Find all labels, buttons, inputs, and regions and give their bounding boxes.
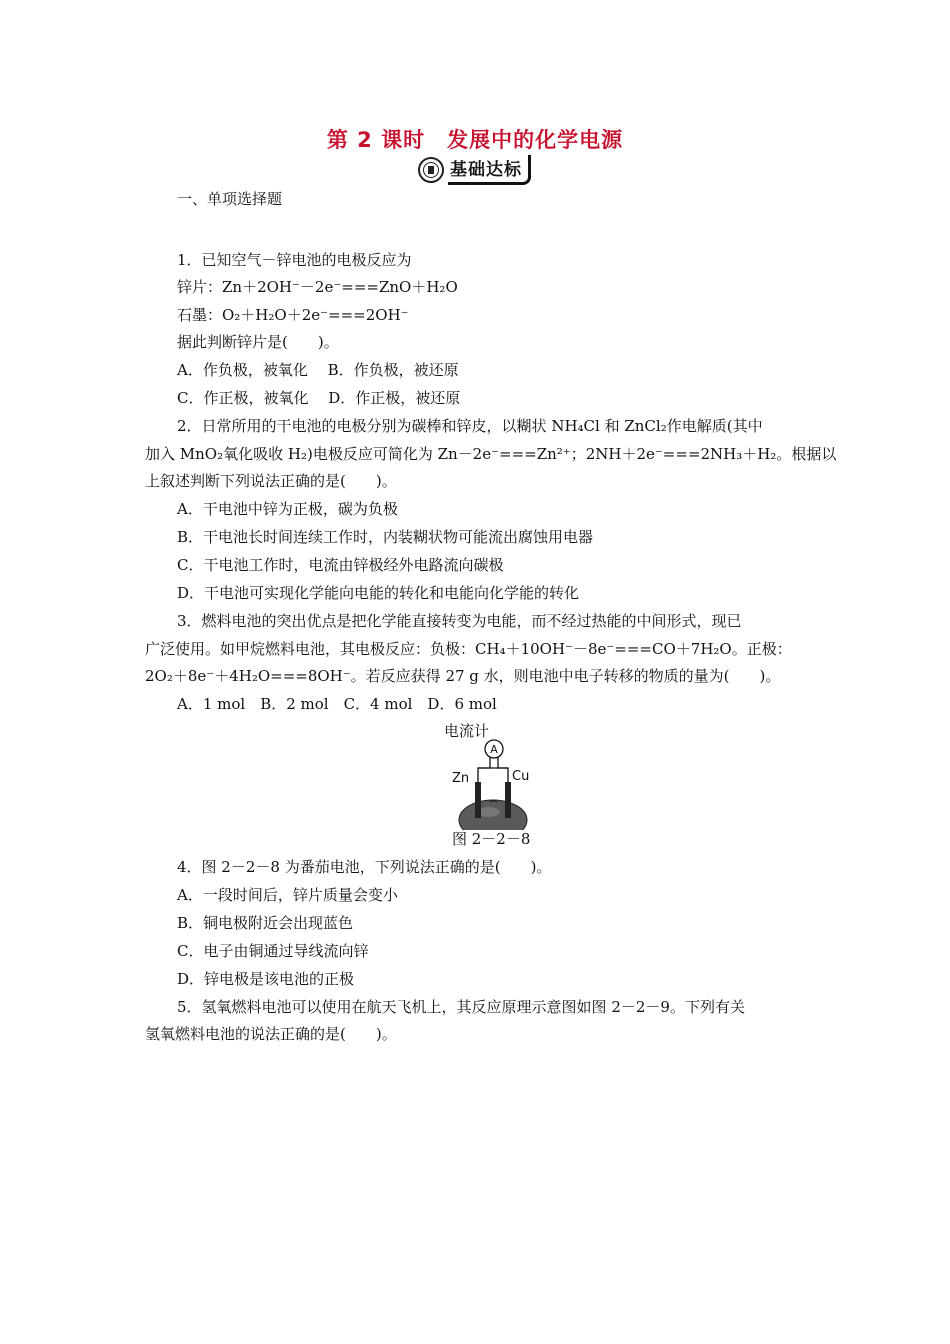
q4-option-b: B．铜电极附近会出现蓝色 [177, 914, 354, 932]
ammeter-label: 电流计 [444, 722, 490, 740]
page-title: 第 2 课时 发展中的化学电源 [326, 128, 624, 152]
figure-caption: 图 2－2－8 [452, 830, 531, 848]
q2-option-b: B．干电池长时间连续工作时，内装糊状物可能流出腐蚀用电器 [177, 528, 594, 546]
zinc-electrode [475, 782, 481, 818]
q4-stem: 4．图 2－2－8 为番茄电池，下列说法正确的是( )。 [177, 858, 552, 876]
badge-label: 基础达标 [448, 155, 531, 185]
book-seal-icon [418, 157, 444, 183]
section-title: 一、单项选择题 [177, 190, 283, 208]
copper-electrode [505, 782, 511, 818]
section-badge [418, 155, 531, 185]
q2-stem-line1: 2．日常所用的干电池的电极分别为碳棒和锌皮，以糊状 NH₄Cl 和 ZnCl₂作电解质(其中 [177, 417, 763, 435]
q5-stem-line1: 5．氢氧燃料电池可以使用在航天飞机上，其反应原理示意图如图 2－2－9。下列有关 [177, 998, 745, 1016]
q2-option-d: D．干电池可实现化学能向电能的转化和电能向化学能的转化 [177, 584, 580, 602]
q1-stem: 1．已知空气－锌电池的电极反应为 [177, 251, 412, 269]
q3-stem-line1: 3．燃料电池的突出优点是把化学能直接转变为电能，而不经过热能的中间形式，现已 [177, 612, 742, 630]
tomato-battery-figure [440, 720, 550, 850]
q2-option-c: C．干电池工作时，电流由锌极经外电路流向碳极 [177, 556, 504, 574]
q2-stem-line3: 上叙述判断下列说法正确的是( )。 [145, 472, 397, 490]
copper-label: Cu [512, 769, 530, 784]
ammeter-symbol: A [490, 743, 498, 756]
q3-options: A．1 mol B．2 mol C．4 mol D．6 mol [177, 695, 497, 713]
q4-option-d: D．锌电极是该电池的正极 [177, 970, 355, 988]
q2-stem-line2: 加入 MnO₂氧化吸收 H₂)电极反应可简化为 Zn－2e⁻===Zn²⁺；2NH＋2e⁻===2NH₃＋H₂。根据以 [145, 445, 837, 463]
q2-option-a: A．干电池中锌为正极，碳为负极 [177, 500, 398, 518]
zinc-label: Zn [452, 771, 470, 786]
q1-eq-graphite: 石墨：O₂＋H₂O＋2e⁻===2OH⁻ [177, 306, 409, 324]
q1-eq-zinc: 锌片：Zn＋2OH⁻－2e⁻===ZnO＋H₂O [177, 278, 458, 296]
q3-stem-line3: 2O₂＋8e⁻＋4H₂O===8OH⁻。若反应获得 27 g 水，则电池中电子转移的物质的量为( )。 [145, 667, 781, 685]
q1-options-row2: C．作正极，被氧化 D．作正极，被还原 [177, 389, 461, 407]
q1-options-row1: A．作负极，被氧化 B．作负极，被还原 [177, 361, 459, 379]
q3-stem-line2: 广泛使用。如甲烷燃料电池，其电极反应：负极：CH₄＋10OH⁻－8e⁻===CO＋7H₂O。正极： [145, 640, 792, 658]
q1-ask: 据此判断锌片是( )。 [177, 333, 339, 351]
q4-option-a: A．一段时间后，锌片质量会变小 [177, 886, 398, 904]
q4-option-c: C．电子由铜通过导线流向锌 [177, 942, 369, 960]
q5-stem-line2: 氢氧燃料电池的说法正确的是( )。 [145, 1025, 397, 1043]
